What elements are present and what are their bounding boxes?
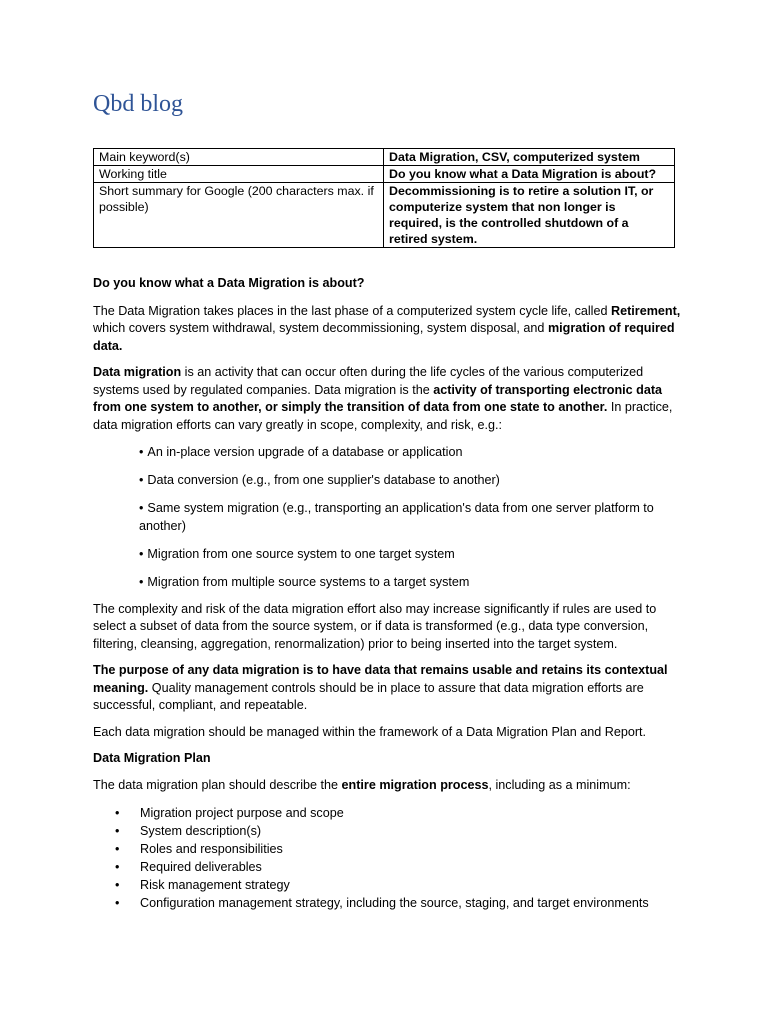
paragraph-complexity: The complexity and risk of the data migration effort also may increase significantly if rules are used to select a subset of data from the source system, or if data is transformed (e.g., data type conversion, filtering, cleansing, aggregation, renormalization) prior to being inserted into the target system. (93, 601, 657, 651)
row-label: Main keyword(s) (94, 149, 384, 166)
plan-requirements-list (93, 804, 683, 912)
list-item: • An in-place version upgrade of a database or application (139, 444, 683, 462)
migration-examples-list (93, 444, 683, 591)
list-item: • Risk management strategy (115, 876, 683, 894)
row-label: Short summary for Google (200 characters max. if possible) (94, 183, 384, 248)
list-item: • Same system migration (e.g., transporting an application's data from one server platform to another) (139, 500, 683, 535)
text-run: , including as a minimum: (488, 777, 631, 792)
list-item: • Configuration management strategy, including the source, staging, and target environments (115, 894, 683, 912)
text-run-bold: The purpose of any data migration is to have data that remains usable and retains its contextual meaning. (93, 663, 668, 695)
text-run-bold: activity of transporting electronic data from one system to another, or simply the transition of data from one state to another. (93, 382, 663, 414)
text-run: In practice, data migration efforts can vary greatly in scope, complexity, and risk, e.g.: (93, 400, 673, 432)
text-run-bold: Data migration (93, 365, 182, 379)
list-item: • Roles and responsibilities (115, 840, 683, 858)
page-title: Qbd blog (93, 91, 183, 117)
row-value: Decommissioning is to retire a solution IT, or computerize system that non longer is required, is the controlled shutdown of a retired system. (384, 183, 675, 248)
paragraph-data-migration (93, 364, 683, 434)
table-row (94, 183, 675, 248)
row-value: Data Migration, CSV, computerized system (384, 149, 675, 166)
text-run-bold: Retirement, (611, 303, 681, 318)
text-run-bold: migration of required data. (93, 321, 675, 353)
paragraph-retirement (93, 303, 683, 356)
metadata-table (93, 148, 675, 248)
list-item: • System description(s) (115, 822, 683, 840)
text-run: is an activity that can occur often during the life cycles of the various computerized systems used by regulated companies. Data migration is the (93, 365, 644, 397)
text-run-bold: entire migration process (341, 777, 489, 792)
table-row (94, 166, 675, 183)
article-question: Do you know what a Data Migration is about? (93, 276, 365, 290)
paragraph-framework: Each data migration should be managed within the framework of a Data Migration Plan and Report. (93, 724, 647, 739)
list-item: • Migration from one source system to one target system (139, 546, 683, 564)
article-body (93, 275, 683, 912)
list-item: • Data conversion (e.g., from one supplier's database to another) (139, 472, 683, 490)
row-value: Do you know what a Data Migration is about? (384, 166, 675, 183)
text-run: which covers system withdrawal, system decommissioning, system disposal, and (93, 321, 548, 335)
text-run: The data migration plan should describe the (93, 777, 342, 792)
table-row (94, 149, 675, 166)
row-label: Working title (94, 166, 384, 183)
list-item: • Migration from multiple source systems to a target system (139, 574, 683, 592)
list-item: • Migration project purpose and scope (115, 804, 683, 822)
text-run: The Data Migration takes places in the last phase of a computerized system cycle life, called (93, 303, 611, 318)
list-item: • Required deliverables (115, 858, 683, 876)
text-run: Quality management controls should be in place to assure that data migration efforts are successful, compliant, and repeatable. (93, 680, 644, 712)
paragraph-plan-intro (93, 777, 683, 795)
section-heading-plan: Data Migration Plan (93, 751, 211, 765)
paragraph-purpose (93, 662, 683, 715)
